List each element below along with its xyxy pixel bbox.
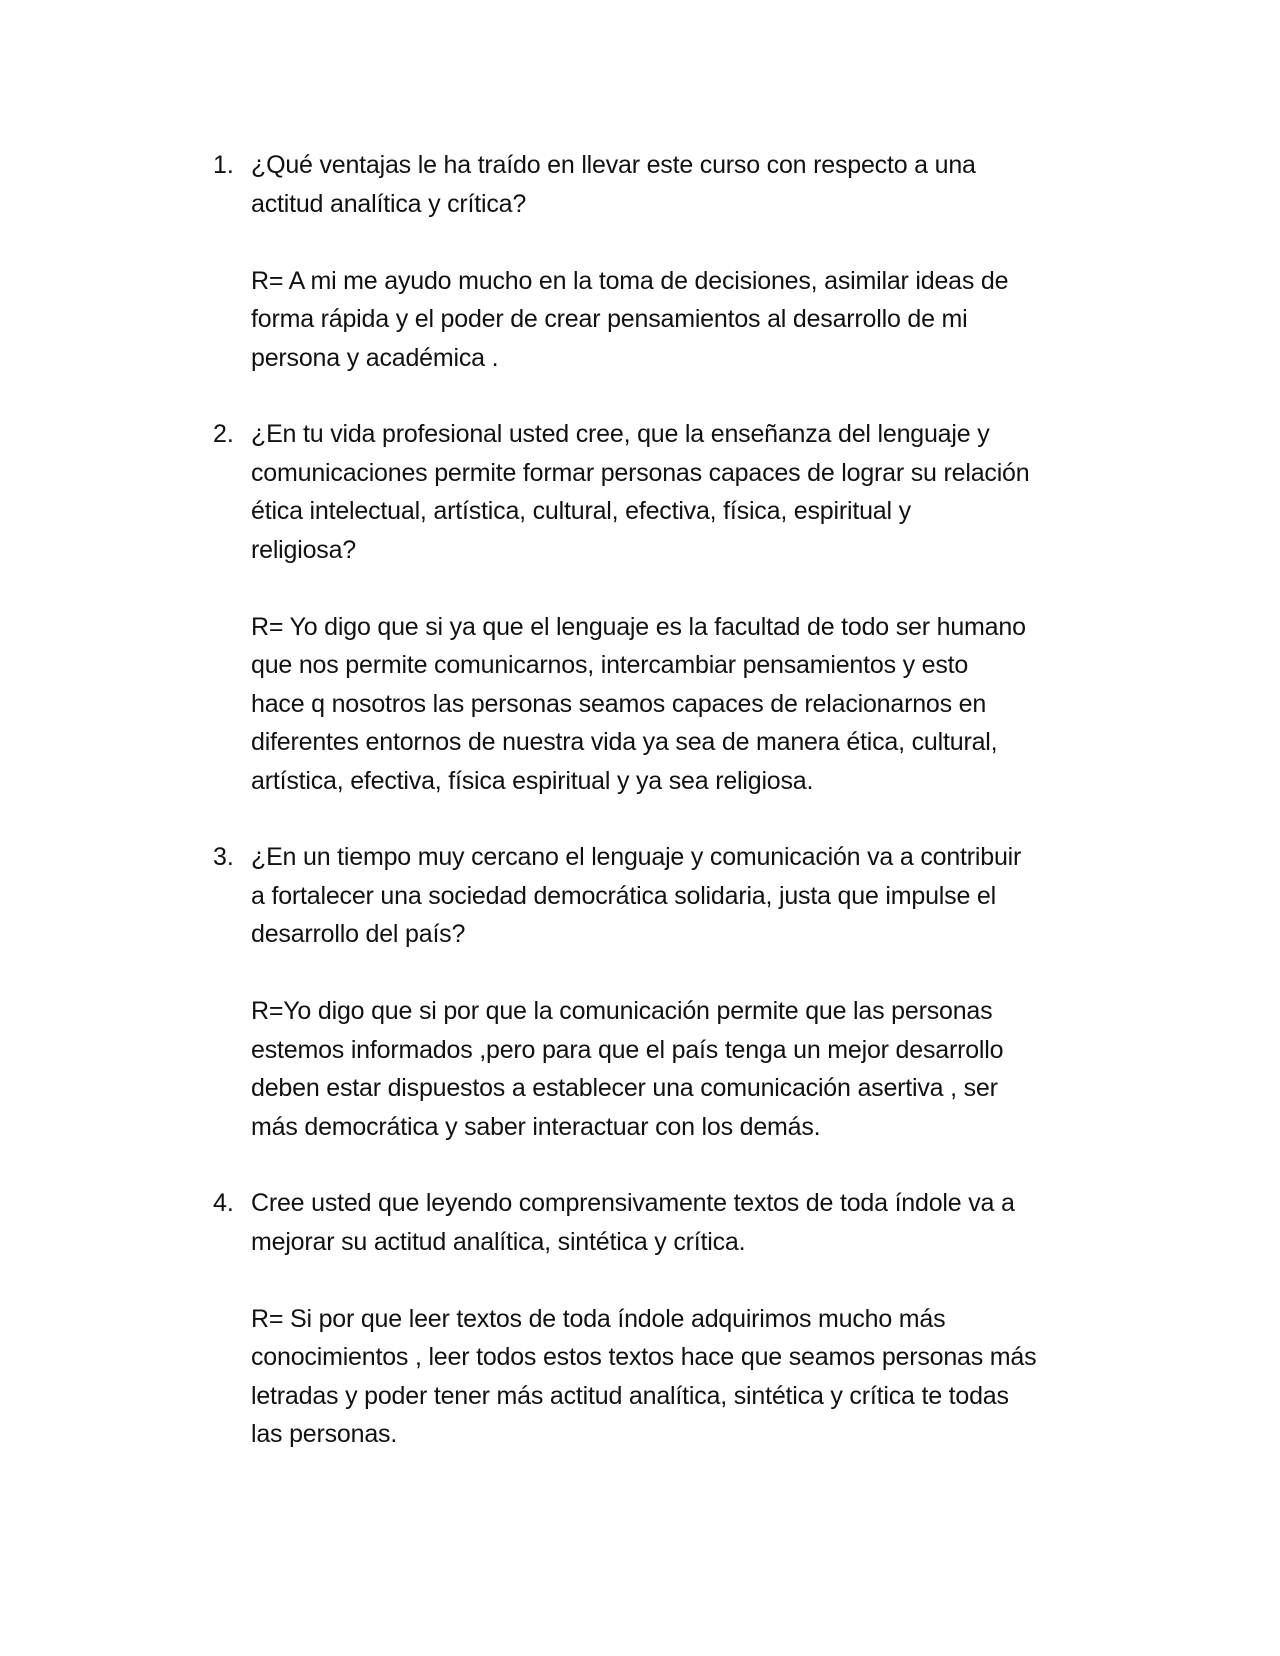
answer-line: más democrática y saber interactuar con los demás.	[251, 1112, 821, 1141]
answer-line: conocimientos , leer todos estos textos hace que seamos personas más	[251, 1343, 1037, 1371]
answer-line: persona y académica .	[251, 343, 499, 372]
item-number: 4.	[213, 1189, 234, 1217]
question-text	[251, 1184, 1113, 1261]
item-number: 2.	[213, 420, 234, 448]
question-text	[251, 838, 1113, 954]
answer-line: R= Si por que leer textos de toda índole adquirimos mucho más	[251, 1304, 946, 1333]
answer-line: las personas.	[251, 1420, 398, 1448]
question-line: ética intelectual, artística, cultural, efectiva, física, espiritual y	[251, 497, 911, 525]
item-number: 3.	[213, 843, 234, 871]
answer-line: letradas y poder tener más actitud analítica, sintética y crítica te todas	[251, 1381, 1009, 1410]
question-line: comunicaciones permite formar personas capaces de lograr su relación	[251, 458, 1030, 487]
question-line: desarrollo del país?	[251, 920, 466, 948]
qa-list	[213, 146, 1113, 1492]
question-line: religiosa?	[251, 535, 357, 564]
question-line: mejorar su actitud analítica, sintética y crítica.	[251, 1227, 746, 1256]
question-text	[251, 415, 1113, 569]
answer-line: R= Yo digo que si ya que el lenguaje es la facultad de todo ser humano	[251, 612, 1026, 641]
qa-item	[213, 1184, 1113, 1454]
answer-text	[251, 608, 1113, 801]
question-line: ¿Qué ventajas le ha traído en llevar este curso con respecto a una	[251, 151, 976, 179]
answer-line: hace q nosotros las personas seamos capaces de relacionarnos en	[251, 689, 987, 718]
answer-line: R=Yo digo que si por que la comunicación permite que las personas	[251, 997, 993, 1025]
answer-line: R= A mi me ayudo mucho en la toma de decisiones, asimilar ideas de	[251, 266, 1009, 295]
answer-text	[251, 262, 1113, 378]
question-line: ¿En un tiempo muy cercano el lenguaje y comunicación va a contribuir	[251, 843, 1022, 871]
answer-text	[251, 992, 1113, 1146]
qa-item	[213, 146, 1113, 377]
answer-line: diferentes entornos de nuestra vida ya sea de manera ética, cultural,	[251, 728, 998, 756]
answer-line: estemos informados ,pero para que el país tenga un mejor desarrollo	[251, 1035, 1004, 1064]
answer-text	[251, 1300, 1113, 1454]
answer-line: que nos permite comunicarnos, intercambiar pensamientos y esto	[251, 651, 969, 679]
answer-line: artística, efectiva, física espiritual y ya sea religiosa.	[251, 766, 814, 795]
qa-item	[213, 415, 1113, 800]
question-line: Cree usted que leyendo comprensivamente textos de toda índole va a	[251, 1189, 1015, 1217]
answer-line: forma rápida y el poder de crear pensamientos al desarrollo de mi	[251, 305, 968, 333]
qa-item	[213, 838, 1113, 1146]
question-text	[251, 146, 1113, 223]
answer-line: deben estar dispuestos a establecer una comunicación asertiva , ser	[251, 1074, 998, 1102]
question-line: a fortalecer una sociedad democrática solidaria, justa que impulse el	[251, 881, 996, 910]
question-line: actitud analítica y crítica?	[251, 189, 527, 218]
item-number: 1.	[213, 151, 234, 179]
question-line: ¿En tu vida profesional usted cree, que la enseñanza del lenguaje y	[251, 420, 990, 448]
